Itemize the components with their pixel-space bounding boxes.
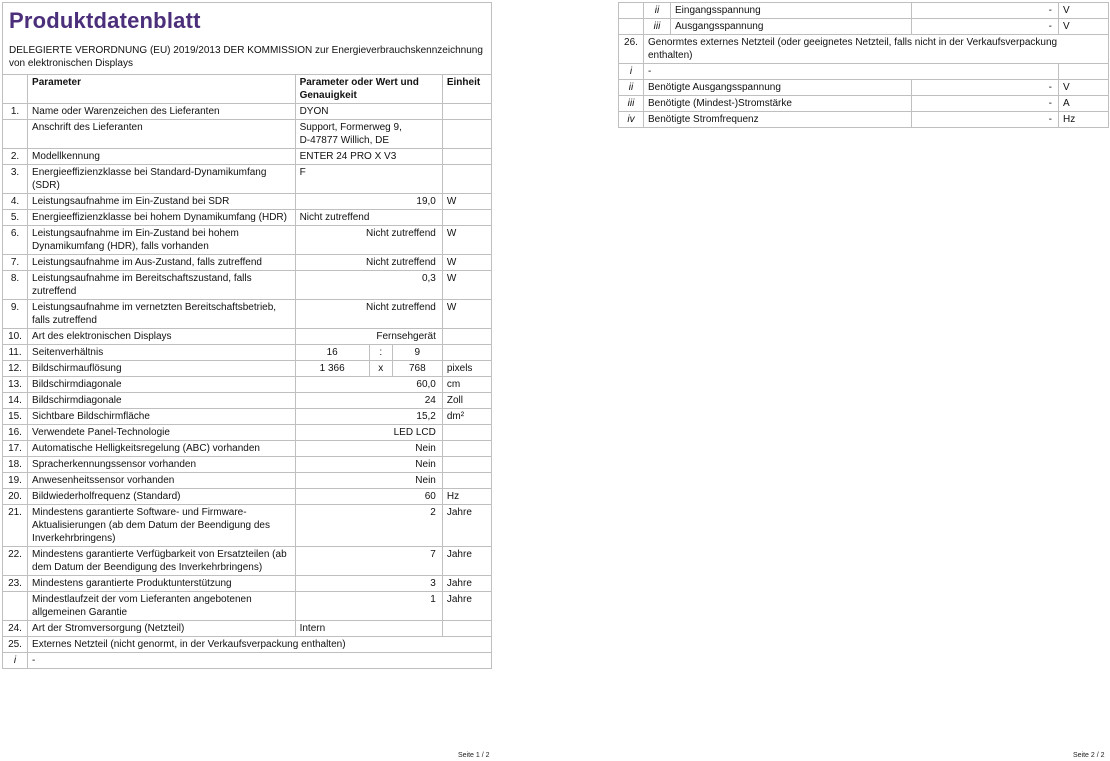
table-row: Mindestlaufzeit der vom Lieferanten angebotenen allgemeinen Garantie 1 Jahre (3, 592, 492, 621)
datasheet-table (2, 74, 492, 669)
datasheet-table-continued (618, 2, 1109, 128)
table-row: 5. Energieeffizienzklasse bei hohem Dynamikumfang (HDR) Nicht zutreffend (3, 210, 492, 226)
datasheet-page-1 (2, 2, 492, 669)
table-row: 3. Energieeffizienzklasse bei Standard-Dynamikumfang (SDR) F (3, 165, 492, 194)
table-row: 11. Seitenverhältnis 16 : 9 (3, 345, 492, 361)
address-line-1: Support, Formerweg 9, (299, 122, 402, 133)
table-row: 17. Automatische Helligkeitsregelung (ABC) vorhanden Nein (3, 441, 492, 457)
table-header-row (3, 75, 492, 104)
table-row: 9. Leistungsaufnahme im vernetzten Bereitschaftsbetrieb, falls zutreffend Nicht zutreffend W (3, 300, 492, 329)
aspect-height: 9 (392, 345, 442, 361)
table-row: 1. Name oder Warenzeichen des Lieferanten DYON (3, 104, 492, 120)
parameter-header: Parameter (28, 75, 296, 104)
aspect-width: 16 (295, 345, 369, 361)
table-row: i - (3, 653, 492, 669)
resolution-separator: x (369, 361, 392, 377)
table-row: iii Ausgangsspannung - V (619, 19, 1109, 35)
datasheet-page-2 (618, 2, 1108, 128)
table-row: ii Eingangsspannung - V (619, 3, 1109, 19)
table-row: iv Benötigte Stromfrequenz - Hz (619, 112, 1109, 128)
value-header: Parameter oder Wert und Genauigkeit (295, 75, 442, 104)
table-row: Anschrift des Lieferanten Support, Formerweg 9, D-47877 Willich, DE (3, 120, 492, 149)
table-row: 16. Verwendete Panel-Technologie LED LCD (3, 425, 492, 441)
table-row: 18. Spracherkennungssensor vorhanden Nein (3, 457, 492, 473)
address-line-2: D-47877 Willich, DE (299, 135, 390, 146)
page-title: Produktdatenblatt (9, 8, 201, 33)
table-row: 19. Anwesenheitssensor vorhanden Nein (3, 473, 492, 489)
unit-header: Einheit (442, 75, 491, 104)
resolution-height: 768 (392, 361, 442, 377)
table-row: ii Benötigte Ausgangsspannung - V (619, 80, 1109, 96)
table-row: 26. Genormtes externes Netzteil (oder geeignetes Netzteil, falls nicht in der Verkaufsverpackung enthalten) (619, 35, 1109, 64)
table-row: 23. Mindestens garantierte Produktunterstützung 3 Jahre (3, 576, 492, 592)
table-row: 8. Leistungsaufnahme im Bereitschaftszustand, falls zutreffend 0,3 W (3, 271, 492, 300)
table-row: 14. Bildschirmdiagonale 24 Zoll (3, 393, 492, 409)
datasheet-header (2, 2, 492, 74)
table-row: i - (619, 64, 1109, 80)
table-row: iii Benötigte (Mindest-)Stromstärke - A (619, 96, 1109, 112)
regulation-text: DELEGIERTE VERORDNUNG (EU) 2019/2013 DER KOMMISSION zur Energieverbrauchskennzeichnung von elektronischen Displays (9, 45, 483, 69)
table-row: 4. Leistungsaufnahme im Ein-Zustand bei SDR 19,0 W (3, 194, 492, 210)
table-row: 13. Bildschirmdiagonale 60,0 cm (3, 377, 492, 393)
resolution-width: 1 366 (295, 361, 369, 377)
table-row: 24. Art der Stromversorgung (Netzteil) Intern (3, 621, 492, 637)
page-footer-1: Seite 1 / 2 (458, 752, 490, 759)
number-header (3, 75, 28, 104)
table-row: 12. Bildschirmauflösung 1 366 x 768 pixels (3, 361, 492, 377)
table-row: 15. Sichtbare Bildschirmfläche 15,2 dm² (3, 409, 492, 425)
table-row: 25. Externes Netzteil (nicht genormt, in der Verkaufsverpackung enthalten) (3, 637, 492, 653)
page-footer-2: Seite 2 / 2 (1073, 752, 1105, 759)
table-row: 7. Leistungsaufnahme im Aus-Zustand, falls zutreffend Nicht zutreffend W (3, 255, 492, 271)
table-row: 2. Modellkennung ENTER 24 PRO X V3 (3, 149, 492, 165)
table-row: 20. Bildwiederholfrequenz (Standard) 60 Hz (3, 489, 492, 505)
aspect-separator: : (369, 345, 392, 361)
table-row: 21. Mindestens garantierte Software- und Firmware-Aktualisierungen (ab dem Datum der Beendigung des Inverkehrbringens) 2 Jahre (3, 505, 492, 547)
table-row: 6. Leistungsaufnahme im Ein-Zustand bei hohem Dynamikumfang (HDR), falls vorhanden Nicht zutreffend W (3, 226, 492, 255)
table-row: 22. Mindestens garantierte Verfügbarkeit von Ersatzteilen (ab dem Datum der Beendigung des Inverkehrbringens) 7 Jahre (3, 547, 492, 576)
table-row: 10. Art des elektronischen Displays Fernsehgerät (3, 329, 492, 345)
